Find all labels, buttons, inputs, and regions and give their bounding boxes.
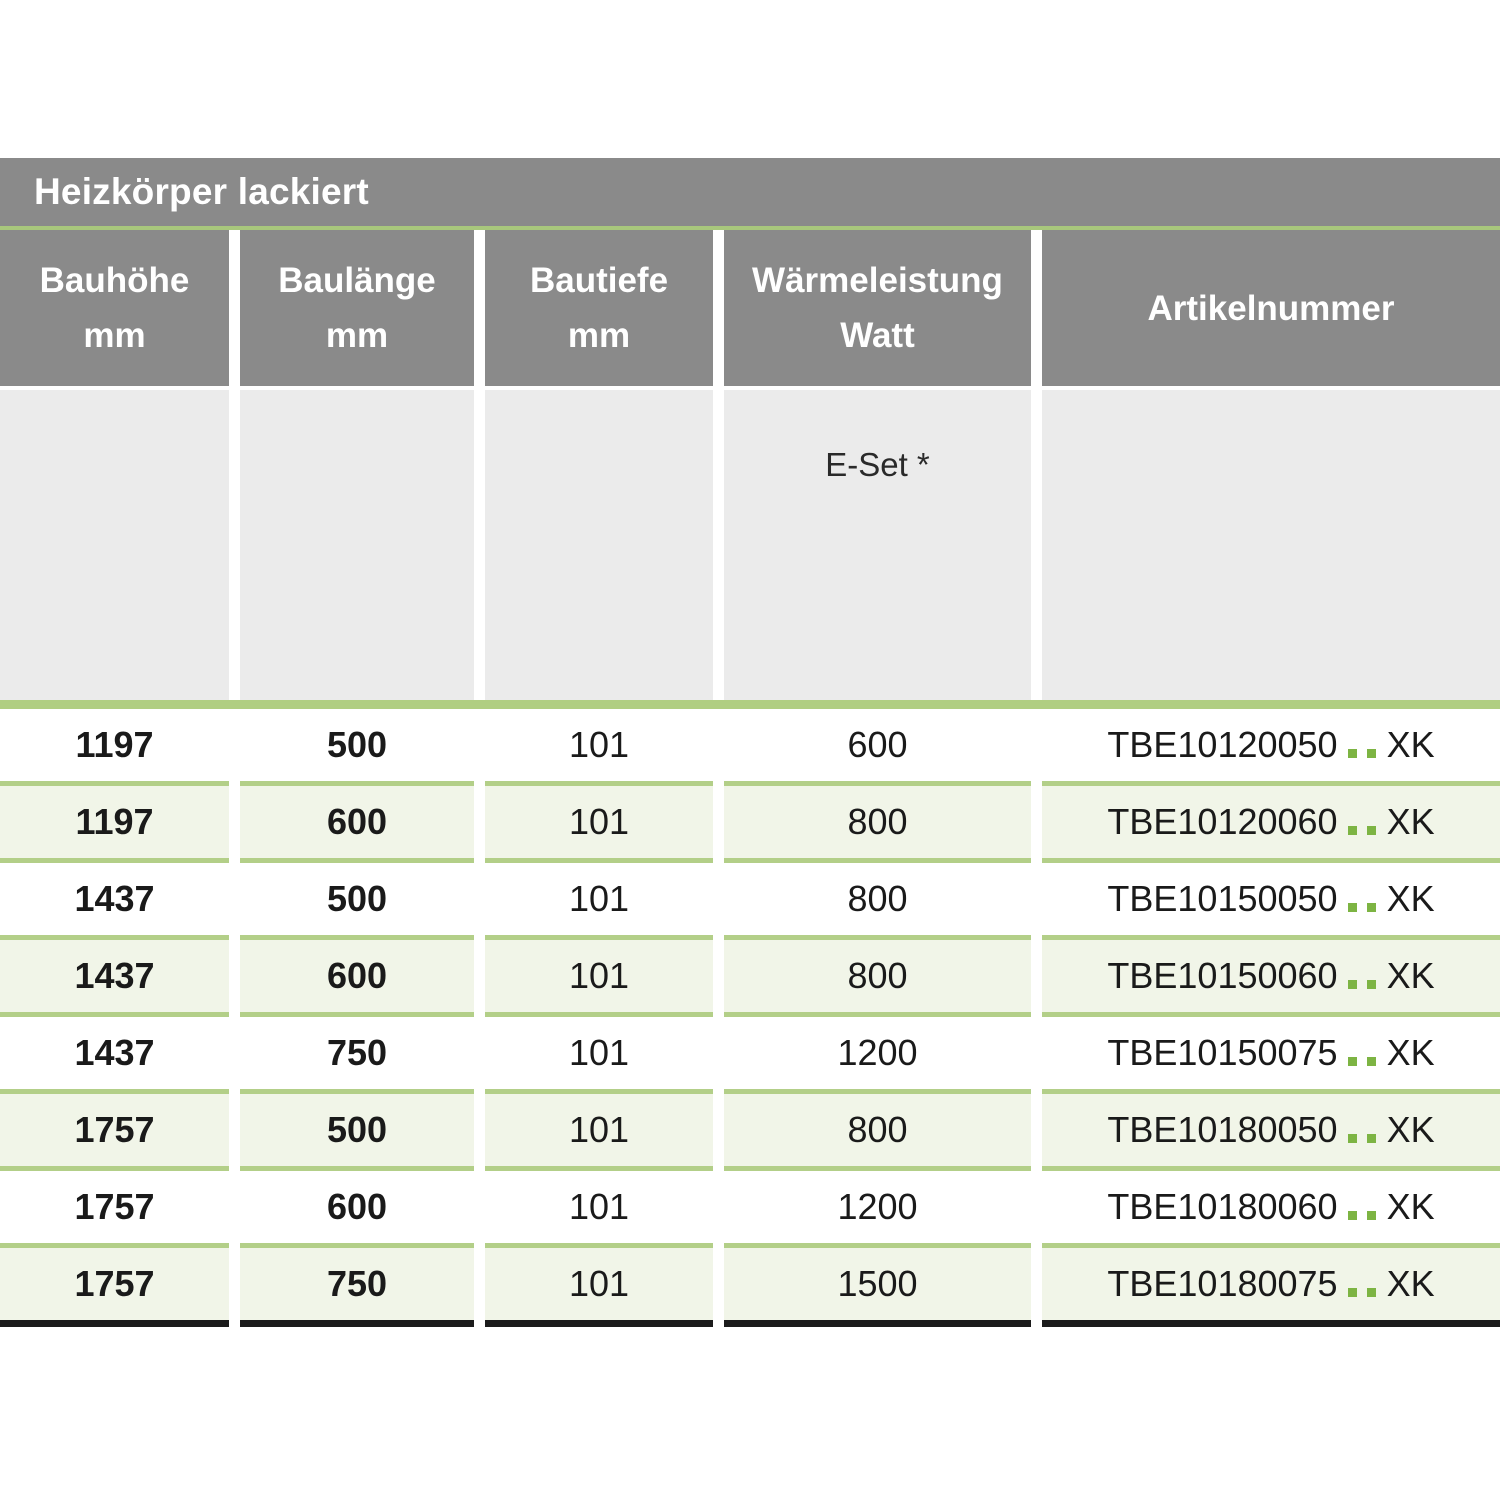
column-header-line2: Watt: [840, 316, 915, 355]
bautiefe-cell: 101: [485, 935, 713, 1012]
column-header-line1: Bautiefe: [529, 261, 669, 300]
radiator-spec-table: [0, 158, 1500, 1327]
bauhoehe-cell: 1757: [0, 1089, 229, 1166]
column-header-line1: Baulänge: [278, 261, 436, 300]
artikelnummer-suffix: XK: [1386, 1263, 1435, 1304]
bautiefe-cell: 101: [485, 1089, 713, 1166]
table-title-bar: [0, 158, 1500, 226]
artikelnummer-prefix: TBE10180075: [1107, 1263, 1338, 1304]
artikelnummer-prefix: TBE10180050: [1107, 1109, 1338, 1150]
color-placeholder-dot-icon: [1348, 1211, 1357, 1220]
artikelnummer-suffix: XK: [1386, 955, 1435, 996]
watt-cell: 1200: [724, 1166, 1031, 1243]
table-row: [0, 1166, 1500, 1243]
color-placeholder-dot-icon: [1367, 1211, 1376, 1220]
watt-cell: 600: [724, 709, 1031, 781]
color-placeholder-dot-icon: [1367, 1134, 1376, 1143]
column-header-bauhoehe: [0, 230, 229, 386]
table-row: [0, 935, 1500, 1012]
table-title: Heizkörper lackiert: [34, 171, 369, 212]
column-header-line2: mm: [567, 316, 631, 355]
table-row: [0, 709, 1500, 781]
header-body-divider-band: [0, 700, 1500, 709]
artikelnummer-cell: [1042, 1243, 1500, 1327]
artikelnummer-cell: [1042, 858, 1500, 935]
column-header-line2: mm: [325, 316, 389, 355]
color-placeholder-dot-icon: [1348, 826, 1357, 835]
watt-cell: 800: [724, 858, 1031, 935]
table-row: [0, 1012, 1500, 1089]
table-row: [0, 1243, 1500, 1327]
column-header-line1: Artikelnummer: [1147, 288, 1395, 328]
column-header-waermeleistung: [724, 230, 1031, 386]
bauhoehe-cell: 1197: [0, 709, 229, 781]
baulaenge-cell: 750: [240, 1243, 474, 1327]
watt-cell: 800: [724, 935, 1031, 1012]
artikelnummer-prefix: TBE10150060: [1107, 955, 1338, 996]
artikelnummer-cell: [1042, 1089, 1500, 1166]
watt-cell: 1200: [724, 1012, 1031, 1089]
column-header-line2: mm: [83, 316, 146, 355]
baulaenge-cell: 750: [240, 1012, 474, 1089]
bautiefe-cell: 101: [485, 1166, 713, 1243]
column-header-artikelnummer: [1042, 230, 1500, 386]
artikelnummer-cell: [1042, 709, 1500, 781]
artikelnummer-cell: [1042, 935, 1500, 1012]
baulaenge-cell: 500: [240, 1089, 474, 1166]
sub-header-cell-eset: [724, 390, 1031, 700]
color-placeholder-dot-icon: [1348, 1288, 1357, 1297]
artikelnummer-cell: [1042, 1012, 1500, 1089]
artikelnummer-suffix: XK: [1386, 1109, 1435, 1150]
sub-header-cell-empty: [1042, 390, 1500, 700]
column-header-line1: Bauhöhe: [39, 261, 190, 300]
baulaenge-cell: 500: [240, 709, 474, 781]
bautiefe-cell: 101: [485, 781, 713, 858]
artikelnummer-suffix: XK: [1386, 801, 1435, 842]
artikelnummer-prefix: TBE10180060: [1107, 1186, 1338, 1227]
bauhoehe-cell: 1757: [0, 1166, 229, 1243]
color-placeholder-dot-icon: [1348, 903, 1357, 912]
bauhoehe-cell: 1437: [0, 935, 229, 1012]
color-placeholder-dot-icon: [1367, 749, 1376, 758]
bauhoehe-cell: 1757: [0, 1243, 229, 1327]
bauhoehe-cell: 1437: [0, 858, 229, 935]
baulaenge-cell: 500: [240, 858, 474, 935]
column-header-bautiefe: [485, 230, 713, 386]
sub-header-cell-empty: [485, 390, 713, 700]
sub-header-row: [0, 390, 1500, 700]
color-placeholder-dot-icon: [1367, 1288, 1376, 1297]
baulaenge-cell: 600: [240, 1166, 474, 1243]
color-placeholder-dot-icon: [1367, 826, 1376, 835]
artikelnummer-prefix: TBE10120050: [1107, 724, 1338, 765]
table-row: [0, 1089, 1500, 1166]
color-placeholder-dot-icon: [1367, 1057, 1376, 1066]
artikelnummer-suffix: XK: [1386, 724, 1435, 765]
baulaenge-cell: 600: [240, 781, 474, 858]
artikelnummer-prefix: TBE10150050: [1107, 878, 1338, 919]
artikelnummer-cell: [1042, 1166, 1500, 1243]
table-row: [0, 858, 1500, 935]
artikelnummer-cell: [1042, 781, 1500, 858]
bautiefe-cell: 101: [485, 1243, 713, 1327]
artikelnummer-suffix: XK: [1386, 1186, 1435, 1227]
column-header-baulaenge: [240, 230, 474, 386]
bautiefe-cell: 101: [485, 858, 713, 935]
bauhoehe-cell: 1437: [0, 1012, 229, 1089]
sub-header-cell-empty: [0, 390, 229, 700]
color-placeholder-dot-icon: [1348, 980, 1357, 989]
table-row: [0, 781, 1500, 858]
baulaenge-cell: 600: [240, 935, 474, 1012]
color-placeholder-dot-icon: [1367, 903, 1376, 912]
artikelnummer-prefix: TBE10120060: [1107, 801, 1338, 842]
column-header-line1: Wärmeleistung: [752, 261, 1003, 300]
sub-header-cell-empty: [240, 390, 474, 700]
column-header-row: [0, 230, 1500, 386]
bauhoehe-cell: 1197: [0, 781, 229, 858]
artikelnummer-suffix: XK: [1386, 1032, 1435, 1073]
color-placeholder-dot-icon: [1348, 1134, 1357, 1143]
watt-cell: 800: [724, 1089, 1031, 1166]
color-placeholder-dot-icon: [1348, 749, 1357, 758]
watt-cell: 800: [724, 781, 1031, 858]
eset-label: E-Set *: [825, 446, 930, 483]
artikelnummer-suffix: XK: [1386, 878, 1435, 919]
bautiefe-cell: 101: [485, 709, 713, 781]
color-placeholder-dot-icon: [1367, 980, 1376, 989]
artikelnummer-prefix: TBE10150075: [1107, 1032, 1338, 1073]
color-placeholder-dot-icon: [1348, 1057, 1357, 1066]
bautiefe-cell: 101: [485, 1012, 713, 1089]
watt-cell: 1500: [724, 1243, 1031, 1327]
